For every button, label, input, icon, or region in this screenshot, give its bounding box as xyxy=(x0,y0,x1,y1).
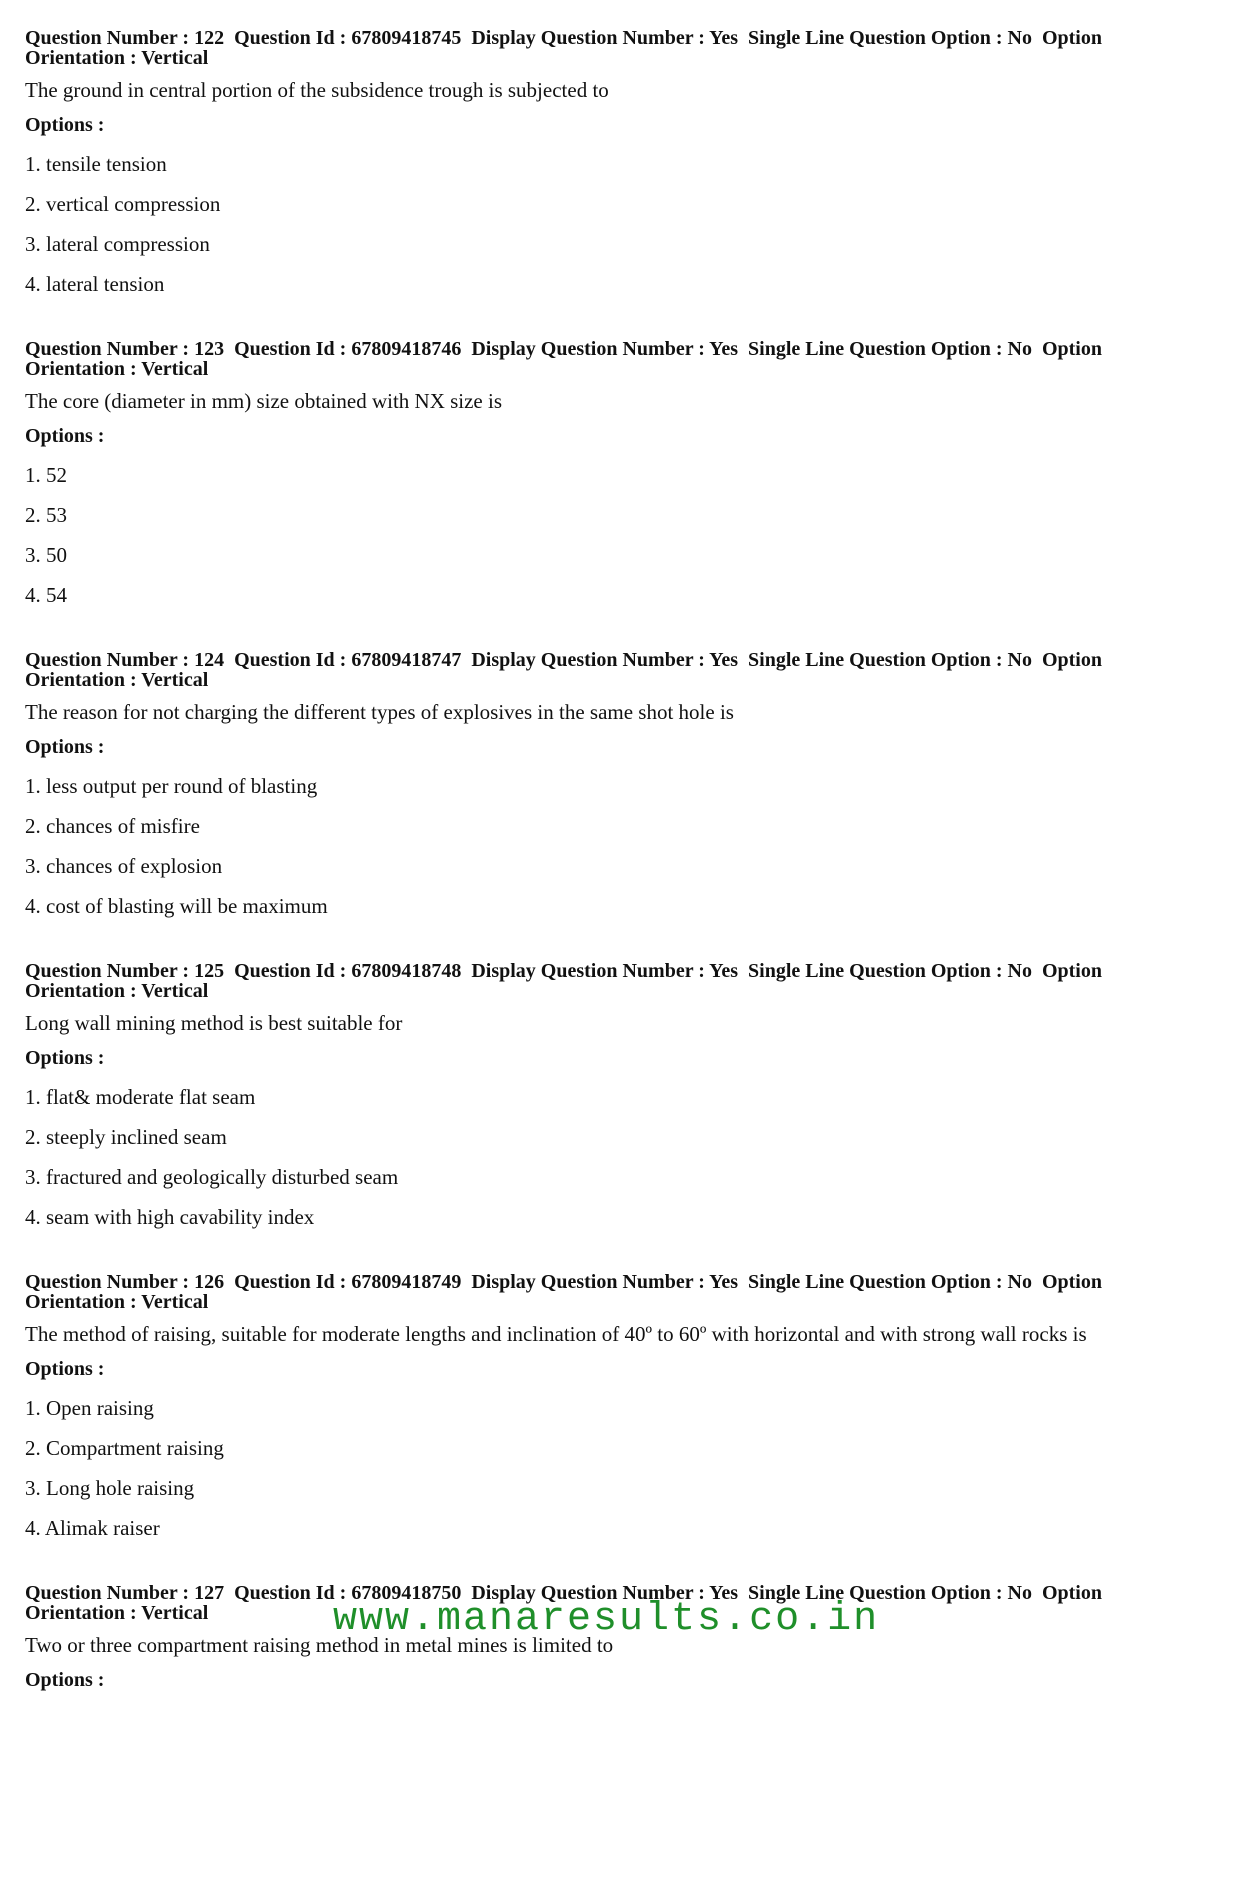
option-1: 1. flat& moderate flat seam xyxy=(25,1085,256,1109)
question-text: Two or three compartment raising method in metal mines is limited to xyxy=(25,1633,614,1657)
options-label: Options : xyxy=(25,1358,105,1380)
options-label: Options : xyxy=(25,425,105,447)
option-4: 4. cost of blasting will be maximum xyxy=(25,894,328,918)
option-3: 3. 50 xyxy=(25,543,67,567)
option-1: 1. 52 xyxy=(25,463,67,487)
options-label: Options : xyxy=(25,736,105,758)
question-header: Question Number : 122 Question Id : 67809418745 Display Question Number : Yes Single Line Question Option : No Option Orientation : Vertical xyxy=(25,27,1107,69)
question-block-123 xyxy=(25,339,1225,650)
watermark-text: www.manaresults.co.in xyxy=(333,1597,880,1642)
question-block-125 xyxy=(25,961,1225,1272)
question-text: The method of raising, suitable for moderate lengths and inclination of 40º to 60º with horizontal and with strong wall rocks is xyxy=(25,1322,1087,1346)
option-2: 2. 53 xyxy=(25,503,67,527)
option-2: 2. steeply inclined seam xyxy=(25,1125,227,1149)
question-text: Long wall mining method is best suitable for xyxy=(25,1011,403,1035)
option-2: 2. Compartment raising xyxy=(25,1436,224,1460)
question-block-124 xyxy=(25,650,1225,961)
question-header: Question Number : 126 Question Id : 67809418749 Display Question Number : Yes Single Line Question Option : No Option Orientation : Vertical xyxy=(25,1271,1107,1313)
question-header: Question Number : 125 Question Id : 67809418748 Display Question Number : Yes Single Line Question Option : No Option Orientation : Vertical xyxy=(25,960,1107,1002)
option-4: 4. lateral tension xyxy=(25,272,165,296)
options-label: Options : xyxy=(25,1669,105,1691)
option-2: 2. vertical compression xyxy=(25,192,221,216)
question-header: Question Number : 123 Question Id : 67809418746 Display Question Number : Yes Single Line Question Option : No Option Orientation : Vertical xyxy=(25,338,1107,380)
option-4: 4. Alimak raiser xyxy=(25,1516,160,1540)
question-header: Question Number : 127 Question Id : 67809418750 Display Question Number : Yes Single Line Question Option : No Option Orientation : Vertical xyxy=(25,1582,1107,1624)
option-4: 4. seam with high cavability index xyxy=(25,1205,315,1229)
question-block-126 xyxy=(25,1272,1225,1583)
option-1: 1. Open raising xyxy=(25,1396,154,1420)
question-text: The ground in central portion of the subsidence trough is subjected to xyxy=(25,78,609,102)
option-1: 1. less output per round of blasting xyxy=(25,774,318,798)
option-1: 1. tensile tension xyxy=(25,152,167,176)
options-label: Options : xyxy=(25,114,105,136)
option-4: 4. 54 xyxy=(25,583,67,607)
option-3: 3. chances of explosion xyxy=(25,854,223,878)
options-label: Options : xyxy=(25,1047,105,1069)
option-2: 2. chances of misfire xyxy=(25,814,200,838)
question-text: The reason for not charging the different types of explosives in the same shot hole is xyxy=(25,700,734,724)
option-3: 3. lateral compression xyxy=(25,232,210,256)
question-block-122 xyxy=(25,28,1225,339)
option-3: 3. Long hole raising xyxy=(25,1476,195,1500)
option-3: 3. fractured and geologically disturbed seam xyxy=(25,1165,399,1189)
question-header: Question Number : 124 Question Id : 67809418747 Display Question Number : Yes Single Line Question Option : No Option Orientation : Vertical xyxy=(25,649,1107,691)
question-text: The core (diameter in mm) size obtained with NX size is xyxy=(25,389,503,413)
